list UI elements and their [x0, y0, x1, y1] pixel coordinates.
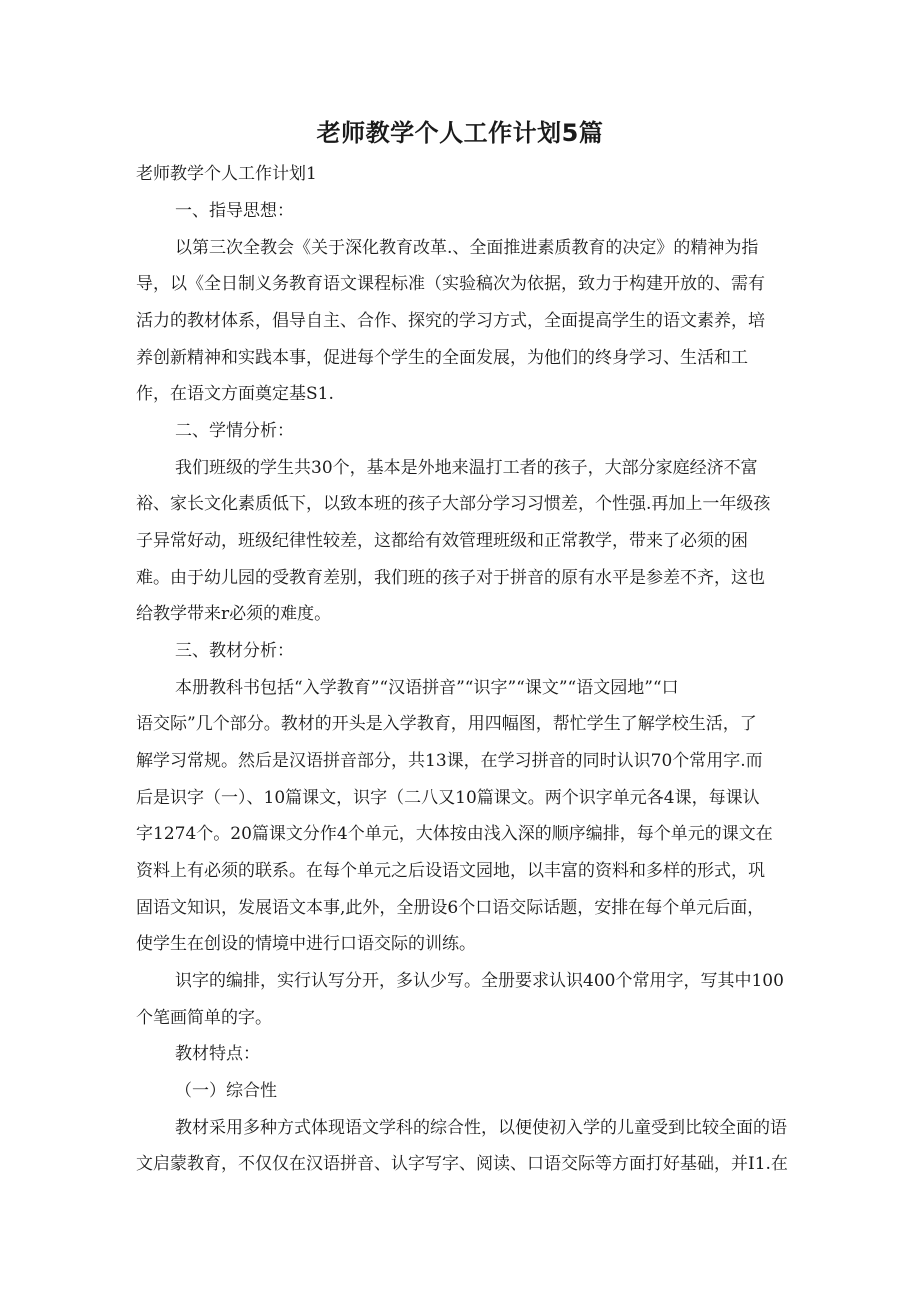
- section-heading: 教材特点：: [175, 1044, 260, 1064]
- paragraph-line: 养创新精神和实践本事，促进每个学生的全面发展，为他们的终身学习、生活和工: [136, 348, 748, 368]
- paragraph-line: 后是识字（一）、10篇课文，识字（二八又10篇课文。两个识字单元各4课，每课认: [136, 788, 760, 808]
- paragraph-line: 作，在语文方面奠定基S1.: [136, 384, 334, 404]
- paragraph-line: 识字的编排，实行认写分开，多认少写。全册要求认识400个常用字，写其中100: [175, 971, 784, 991]
- paragraph-line: 我们班级的学生共30个，基本是外地来温打工者的孩子，大部分家庭经济不富: [175, 458, 758, 478]
- paragraph-line: 子异常好动，班级纪律性较差，这都给有效管理班级和正常教学，带来了必须的困: [136, 531, 748, 551]
- paragraph-line: 字1274个。20篇课文分作4个单元，大体按由浅入深的顺序编排，每个单元的课文在: [136, 824, 773, 844]
- section-subtitle: 老师教学个人工作计划1: [136, 164, 317, 184]
- paragraph-line: 裕、家长文化素质低下，以致本班的孩子大部分学习习惯差，个性强.再加上一年级孩: [136, 494, 771, 514]
- paragraph-line: 教材采用多种方式体现语文学科的综合性，以便使初入学的儿童受到比较全面的语: [175, 1118, 787, 1138]
- paragraph-line: 使学生在创设的情境中进行口语交际的训练。: [136, 934, 476, 954]
- section-heading: 二、学情分析：: [175, 421, 294, 441]
- paragraph-line: 以第三次全教会《关于深化教育改革.、全面推进素质教育的决定》的精神为指: [175, 238, 759, 258]
- section-heading: 一、指导思想：: [175, 201, 294, 221]
- paragraph-line: 给教学带来r必须的难度。: [136, 604, 332, 624]
- paragraph-line: 活力的教材体系，倡导自主、合作、探究的学习方式，全面提高学生的语文素养，培: [136, 311, 765, 331]
- document-title: 老师教学个人工作计划5篇: [316, 119, 604, 147]
- subsection-heading: （一）综合性: [175, 1081, 277, 1101]
- paragraph-line: 资料上有必须的联系。在每个单元之后设语文园地，以丰富的资料和多样的形式，巩: [136, 861, 765, 881]
- paragraph-line: 固语文知识，发展语文本事,此外，全册设6个口语交际话题，安排在每个单元后面，: [136, 898, 765, 918]
- paragraph-line: 难。由于幼儿园的受教育差别，我们班的孩子对于拼音的原有水平是参差不齐，这也: [136, 568, 765, 588]
- paragraph-line: 解学习常规。然后是汉语拼音部分，共13课，在学习拼音的同时认识70个常用字.而: [136, 751, 763, 771]
- paragraph-line: 文启蒙教育，不仅仅在汉语拼音、认字写字、阅读、口语交际等方面打好基础，并I1.在: [136, 1154, 788, 1174]
- section-heading: 三、教材分析：: [175, 641, 294, 661]
- paragraph-line: 语交际”几个部分。教材的开头是入学教育，用四幅图，帮忙学生了解学校生活，了: [136, 714, 757, 734]
- paragraph-line: 导，以《全日制义务教育语文课程标准（实验稿次为依据，致力于构建开放的、需有: [136, 274, 765, 294]
- paragraph-line: 本册教科书包括“入学教育”“汉语拼音”“识字”“课文”“语文园地”“口: [175, 678, 679, 698]
- paragraph-line: 个笔画简单的字。: [136, 1008, 272, 1028]
